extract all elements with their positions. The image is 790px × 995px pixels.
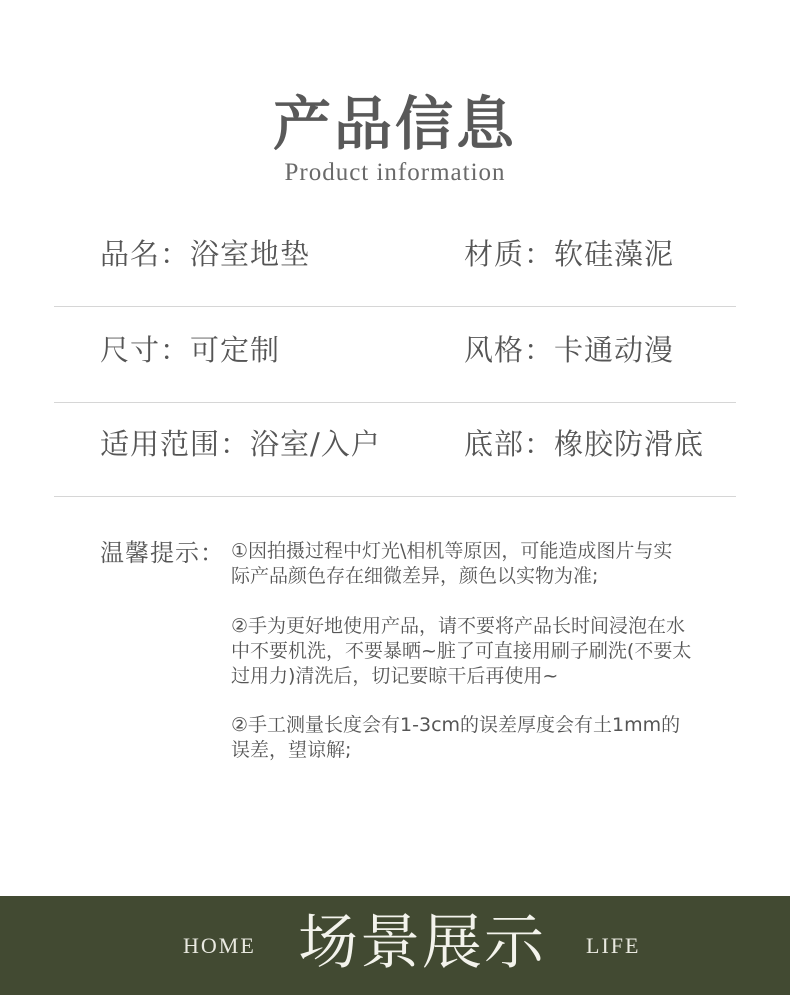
page-subtitle: Product information	[284, 159, 506, 186]
notice-line: 误差，望谅解;	[231, 739, 352, 761]
notice-paragraph	[231, 614, 721, 689]
page-title: 产品信息	[272, 90, 517, 158]
spec-product-name: 品名：浴室地垫	[100, 237, 311, 271]
banner-home-label: HOME	[183, 933, 256, 958]
notice-line: ②手工测量长度会有1-3cm的误差厚度会有土1mm的	[231, 714, 681, 736]
scene-display-banner	[0, 896, 790, 995]
spec-row	[54, 402, 736, 497]
spec-style: 风格：卡通动漫	[464, 333, 675, 367]
product-info-header	[0, 85, 790, 189]
notice-label: 温馨提示：	[100, 539, 225, 567]
notice-paragraph	[231, 539, 721, 589]
notice-paragraph	[231, 713, 721, 763]
spec-row	[54, 212, 736, 307]
notice-line: 中不要机洗，不要暴晒~脏了可直接用刷子刷洗(不要太	[231, 640, 692, 662]
notice-line: ②手为更好地使用产品，请不要将产品长时间浸泡在水	[231, 615, 686, 637]
notice-line: 过用力)清洗后，切记要晾干后再使用~	[231, 665, 559, 687]
banner-life-label: LIFE	[586, 933, 641, 958]
spec-usage-scope: 适用范围：浴室/入户	[100, 427, 381, 461]
spec-row	[54, 308, 736, 403]
spec-material: 材质：软硅藻泥	[464, 237, 675, 271]
spec-bottom: 底部：橡胶防滑底	[464, 427, 705, 461]
notice-line: 际产品颜色存在细微差异，颜色以实物为准;	[231, 565, 599, 587]
notice-line: ①因拍摄过程中灯光\相机等原因，可能造成图片与实	[231, 540, 673, 562]
spec-size: 尺寸：可定制	[100, 333, 281, 367]
banner-title: 场景展示	[298, 908, 546, 978]
